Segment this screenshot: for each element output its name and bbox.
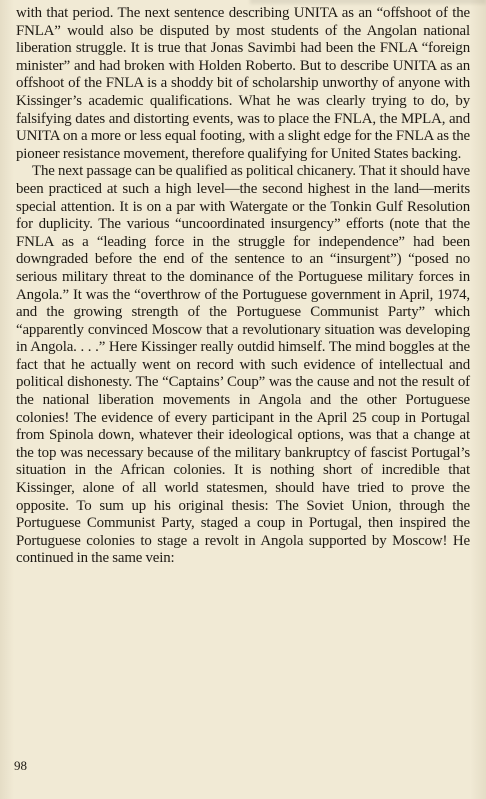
paragraph-continuation: with that period. The next sentence describing UNITA as an “offshoot of the FNLA” would also be disputed by most students of the Angolan national liberation struggle. It is true that Jonas Savimbi had been the FNLA “foreign minister” and had broken with Holden Roberto. But to describe UNITA as an offshoot of the FNLA is a shoddy bit of scholarship unworthy of anyone with Kissinger’s academic qualifications. What he was clearly trying to do, by falsifying dates and distorting events, was to place the FNLA, the MPLA, and UNITA on a more or less equal footing, with a slight edge for the FNLA as the pioneer resistance movement, therefore qualifying for United States backing.: [16, 5, 470, 162]
page-number: 98: [14, 758, 27, 773]
bleed-through-shadow: [250, 0, 486, 4]
body-text: [16, 5, 470, 568]
paragraph-political-chicanery: The next passage can be qualified as political chicanery. That it should have been practiced at such a high level—the second highest in the land—merits special attention. It is on a par with Watergate or the Tonkin Gulf Resolution for duplicity. The various “uncoordinated insurgency” efforts (note that the FNLA as a “leading force in the struggle for independence” had been downgraded before the end of the sentence to an “insurgent”) “posed no serious military threat to the dominance of the Portuguese military forces in Angola.” It was the “overthrow of the Portuguese government in April, 1974, and the growing strength of the Portuguese Communist Party” which “apparently convinced Moscow that a revolutionary situation was developing in Angola. . . .” Here Kissinger really outdid himself. The mind boggles at the fact that he actually went on record with such evidence of intellectual and political dishonesty. The “Captains’ Coup” was the cause and not the result of the national liberation movements in Angola and the other Portuguese colonies! The evidence of every participant in the April 25 coup in Portugal from Spinola down, whatever their ideological options, was that a change at the top was necessary because of the military bankruptcy of fascist Portugal’s situation in the African colonies. It is nothing short of incredible that Kissinger, alone of all world statesmen, should have tried to prove the opposite. To sum up his original thesis: The Soviet Union, through the Portuguese Communist Party, staged a coup in Portugal, then inspired the Portuguese colonies to stage a revolt in Angola supported by Moscow! He continued in the same vein:: [16, 163, 470, 567]
